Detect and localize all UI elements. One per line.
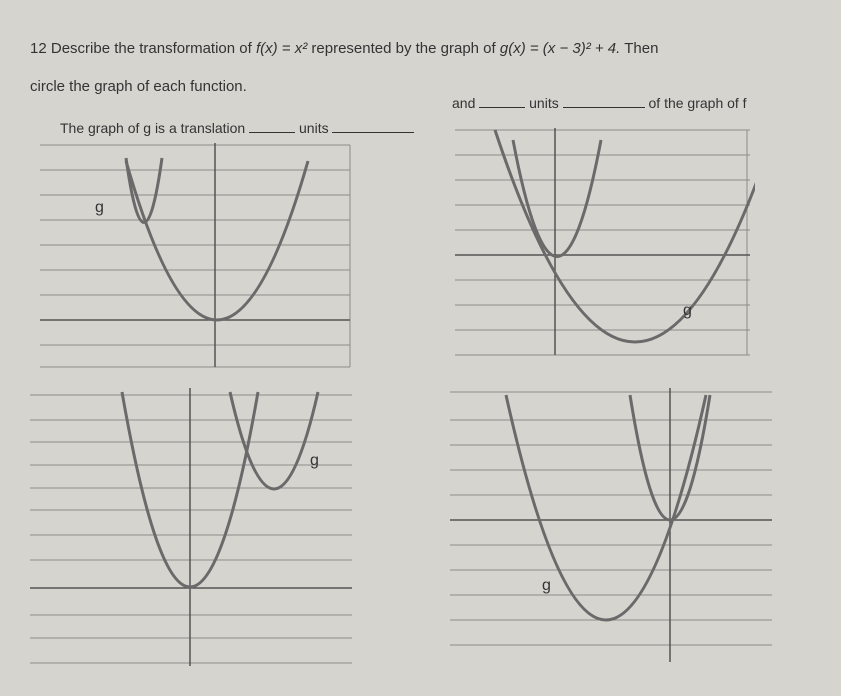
question-text-a: Describe the transformation of (50, 40, 252, 57)
answer-part-5: of the graph of f (648, 95, 747, 111)
answer-blank-4[interactable] (563, 107, 645, 108)
graph-choice-c[interactable] (30, 380, 360, 670)
graph-choice-b[interactable] (455, 120, 755, 370)
question-line-2: circle the graph of each function. (30, 78, 247, 95)
answer-blank-3[interactable] (479, 107, 525, 108)
answer-blank-2[interactable] (332, 132, 414, 133)
curve-label-g: g (310, 452, 319, 469)
graph-choice-a[interactable] (40, 135, 355, 370)
grid (455, 130, 750, 355)
graph-choice-d[interactable] (450, 380, 780, 670)
answer-part-3: and (452, 95, 476, 111)
curve-g (126, 158, 162, 223)
curve-label-g: g (542, 577, 551, 594)
question-number: 12 (30, 40, 47, 57)
curve-g (506, 395, 706, 620)
answer-line-left (60, 120, 414, 136)
curve-g (495, 130, 755, 342)
question-text-c: Then (624, 40, 659, 57)
f-expression: f(x) = x² (255, 40, 308, 57)
curve-f (513, 140, 601, 257)
answer-part-1: The graph of g is a translation (60, 120, 246, 136)
question-line-1 (30, 40, 658, 57)
grid (30, 395, 352, 663)
curve-g (230, 392, 318, 489)
curve-f (126, 161, 308, 320)
grid (450, 392, 772, 645)
question-text-b: represented by the graph of (311, 40, 496, 57)
answer-part-4: units (529, 95, 559, 111)
g-expression: g(x) = (x − 3)² + 4. (499, 40, 621, 57)
curve-label-g: g (95, 199, 104, 216)
answer-line-right (452, 95, 747, 111)
answer-blank-1[interactable] (249, 132, 295, 133)
answer-part-2: units (299, 120, 329, 136)
curve-label-g: g (683, 302, 692, 319)
